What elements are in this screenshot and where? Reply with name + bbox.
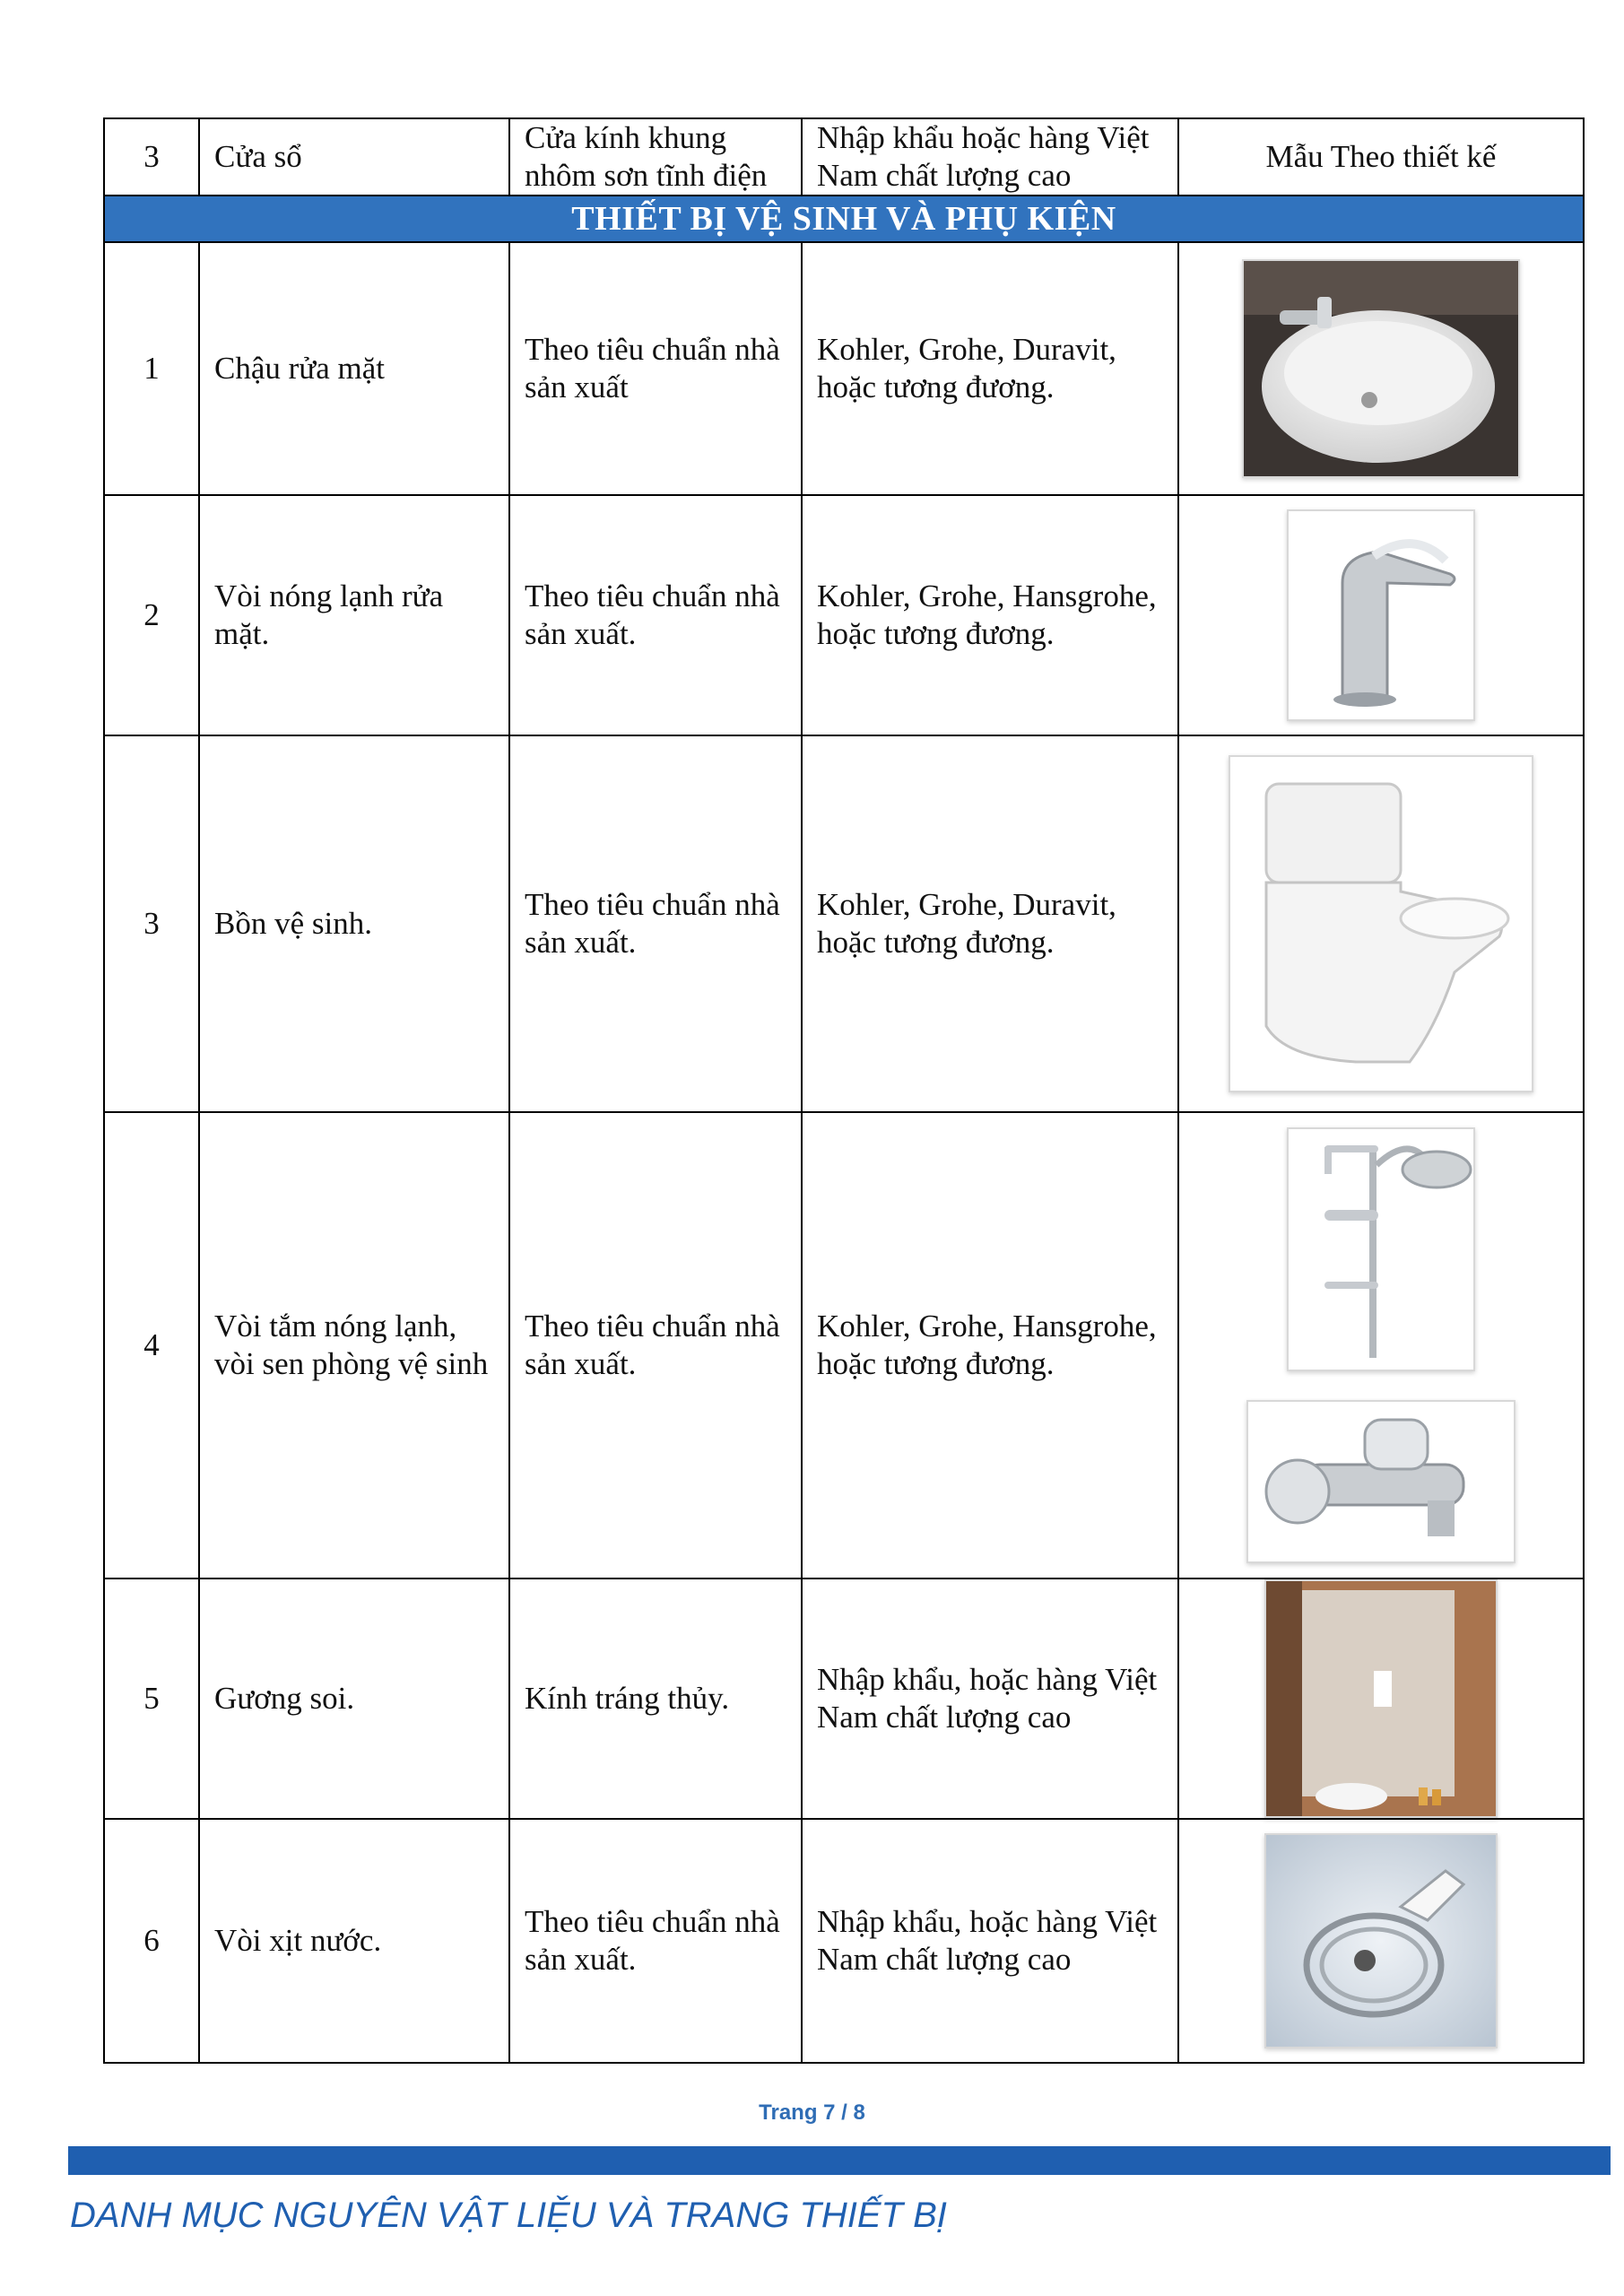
toilet-photo bbox=[1229, 755, 1533, 1092]
footer-bar bbox=[68, 2146, 1611, 2175]
bath-mixer-photo bbox=[1246, 1400, 1515, 1563]
item-spec: Cửa kính khung nhôm sơn tĩnh điện bbox=[509, 118, 802, 196]
item-name: Bồn vệ sinh. bbox=[199, 735, 509, 1112]
row-number: 1 bbox=[104, 242, 199, 495]
table-row bbox=[104, 495, 1584, 735]
item-origin: Kohler, Grohe, Duravit, hoặc tương đương. bbox=[802, 242, 1178, 495]
item-spec: Theo tiêu chuẩn nhà sản xuất. bbox=[509, 1112, 802, 1578]
item-image-cell bbox=[1178, 735, 1584, 1112]
item-name: Cửa sổ bbox=[199, 118, 509, 196]
item-image-cell bbox=[1178, 495, 1584, 735]
shower-set-photo bbox=[1194, 1127, 1568, 1563]
item-name: Vòi nóng lạnh rửa mặt. bbox=[199, 495, 509, 735]
row-number: 3 bbox=[104, 118, 199, 196]
row-number: 2 bbox=[104, 495, 199, 735]
item-spec: Theo tiêu chuẩn nhà sản xuất. bbox=[509, 735, 802, 1112]
row-number: 6 bbox=[104, 1819, 199, 2063]
item-image-cell bbox=[1178, 1112, 1584, 1578]
table-row bbox=[104, 1112, 1584, 1578]
mirror-photo bbox=[1264, 1579, 1498, 1818]
item-sample: Mẫu Theo thiết kế bbox=[1178, 118, 1584, 196]
item-image-cell bbox=[1178, 1578, 1584, 1819]
item-image-cell bbox=[1178, 242, 1584, 495]
row-number: 4 bbox=[104, 1112, 199, 1578]
item-origin: Kohler, Grohe, Duravit, hoặc tương đương. bbox=[802, 735, 1178, 1112]
item-spec: Theo tiêu chuẩn nhà sản xuất. bbox=[509, 1819, 802, 2063]
item-origin: Kohler, Grohe, Hansgrohe, hoặc tương đương. bbox=[802, 1112, 1178, 1578]
section-header-row bbox=[104, 196, 1584, 242]
item-origin: Nhập khẩu hoặc hàng Việt Nam chất lượng cao bbox=[802, 118, 1178, 196]
item-spec: Kính tráng thủy. bbox=[509, 1578, 802, 1819]
page-number: Trang 7 / 8 bbox=[759, 2100, 865, 2125]
basin-faucet-photo bbox=[1287, 509, 1475, 721]
table-row bbox=[104, 1578, 1584, 1819]
section-title: THIẾT BỊ VỆ SINH VÀ PHỤ KIỆN bbox=[104, 196, 1584, 242]
footer-title: DANH MỤC NGUYÊN VẬT LIỆU VÀ TRANG THIẾT BỊ bbox=[70, 2196, 947, 2235]
row-number: 3 bbox=[104, 735, 199, 1112]
item-origin: Nhập khẩu, hoặc hàng Việt Nam chất lượng cao bbox=[802, 1578, 1178, 1819]
item-spec: Theo tiêu chuẩn nhà sản xuất. bbox=[509, 495, 802, 735]
item-name: Gương soi. bbox=[199, 1578, 509, 1819]
table-row-window bbox=[104, 118, 1584, 196]
item-name: Vòi tắm nóng lạnh, vòi sen phòng vệ sinh bbox=[199, 1112, 509, 1578]
item-origin: Nhập khẩu, hoặc hàng Việt Nam chất lượng cao bbox=[802, 1819, 1178, 2063]
row-number: 5 bbox=[104, 1578, 199, 1819]
materials-table bbox=[103, 117, 1585, 2064]
table-row bbox=[104, 735, 1584, 1112]
item-name: Chậu rửa mặt bbox=[199, 242, 509, 495]
item-image-cell bbox=[1178, 1819, 1584, 2063]
shower-rail-photo bbox=[1287, 1127, 1475, 1371]
table-row bbox=[104, 1819, 1584, 2063]
bidet-sprayer-photo bbox=[1264, 1833, 1498, 2048]
item-spec: Theo tiêu chuẩn nhà sản xuất bbox=[509, 242, 802, 495]
washbasin-photo bbox=[1242, 259, 1520, 478]
item-origin: Kohler, Grohe, Hansgrohe, hoặc tương đương. bbox=[802, 495, 1178, 735]
table-row bbox=[104, 242, 1584, 495]
item-name: Vòi xịt nước. bbox=[199, 1819, 509, 2063]
